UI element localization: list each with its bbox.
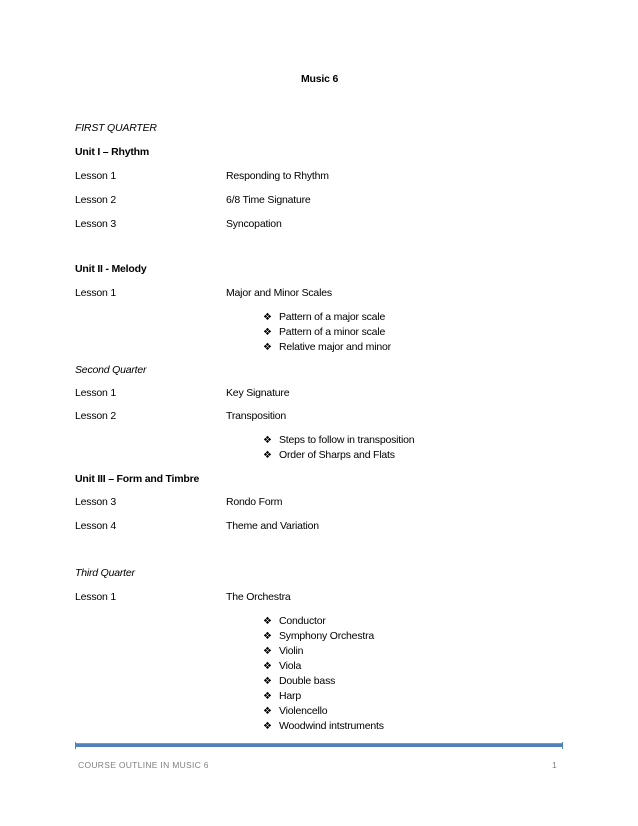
list-item: ❖ Woodwind intstruments (263, 720, 384, 732)
diamond-bullet-icon: ❖ (263, 661, 272, 672)
second-quarter-heading: Second Quarter (75, 364, 147, 376)
footer-title: COURSE OUTLINE IN MUSIC 6 (78, 760, 209, 770)
list-item: ❖ Relative major and minor (263, 341, 391, 353)
unit3-heading: Unit III – Form and Timbre (75, 473, 200, 485)
list-item: ❖ Steps to follow in transposition (263, 434, 415, 446)
list-item: ❖ Conductor (263, 615, 326, 627)
diamond-bullet-icon: ❖ (263, 691, 272, 702)
lesson-label: Lesson 1 (75, 170, 117, 182)
lesson-topic: Responding to Rhythm (226, 170, 329, 182)
page-number: 1 (552, 760, 558, 770)
unit2-heading: Unit II - Melody (75, 263, 147, 275)
lesson-label: Lesson 3 (75, 218, 117, 230)
diamond-bullet-icon: ❖ (263, 327, 272, 338)
list-item: ❖ Order of Sharps and Flats (263, 449, 395, 461)
third-quarter-heading: Third Quarter (75, 567, 135, 579)
diamond-bullet-icon: ❖ (263, 435, 272, 446)
list-item: ❖ Pattern of a major scale (263, 311, 386, 323)
diamond-bullet-icon: ❖ (263, 631, 272, 642)
lesson-label: Lesson 2 (75, 410, 117, 422)
lesson-topic: Major and Minor Scales (226, 287, 332, 299)
diamond-bullet-icon: ❖ (263, 616, 272, 627)
lesson-label: Lesson 1 (75, 287, 117, 299)
lesson-topic: The Orchestra (226, 591, 291, 603)
list-item: ❖ Violin (263, 645, 304, 657)
diamond-bullet-icon: ❖ (263, 706, 272, 717)
first-quarter-heading: FIRST QUARTER (75, 122, 157, 134)
footer-rule-tick (562, 742, 563, 749)
page-title: Music 6 (301, 73, 339, 85)
list-item: ❖ Viola (263, 660, 302, 672)
diamond-bullet-icon: ❖ (263, 342, 272, 353)
diamond-bullet-icon: ❖ (263, 450, 272, 461)
lesson-label: Lesson 1 (75, 387, 117, 399)
footer-rule-tick (75, 742, 76, 749)
diamond-bullet-icon: ❖ (263, 312, 272, 323)
lesson-topic: Key Signature (226, 387, 290, 399)
diamond-bullet-icon: ❖ (263, 676, 272, 687)
diamond-bullet-icon: ❖ (263, 646, 272, 657)
lesson-topic: Transposition (226, 410, 287, 422)
footer-rule (75, 743, 563, 747)
list-item: ❖ Double bass (263, 675, 336, 687)
lesson-label: Lesson 3 (75, 496, 117, 508)
lesson-label: Lesson 1 (75, 591, 117, 603)
lesson-label: Lesson 4 (75, 520, 117, 532)
diamond-bullet-icon: ❖ (263, 721, 272, 732)
lesson-topic: Theme and Variation (226, 520, 319, 532)
lesson-label: Lesson 2 (75, 194, 117, 206)
list-item: ❖ Symphony Orchestra (263, 630, 375, 642)
list-item: ❖ Violencello (263, 705, 328, 717)
list-item: ❖ Harp (263, 690, 301, 702)
lesson-topic: Syncopation (226, 218, 282, 230)
lesson-topic: 6/8 Time Signature (226, 194, 311, 206)
lesson-topic: Rondo Form (226, 496, 283, 508)
unit1-heading: Unit I – Rhythm (75, 146, 150, 158)
list-item: ❖ Pattern of a minor scale (263, 326, 386, 338)
